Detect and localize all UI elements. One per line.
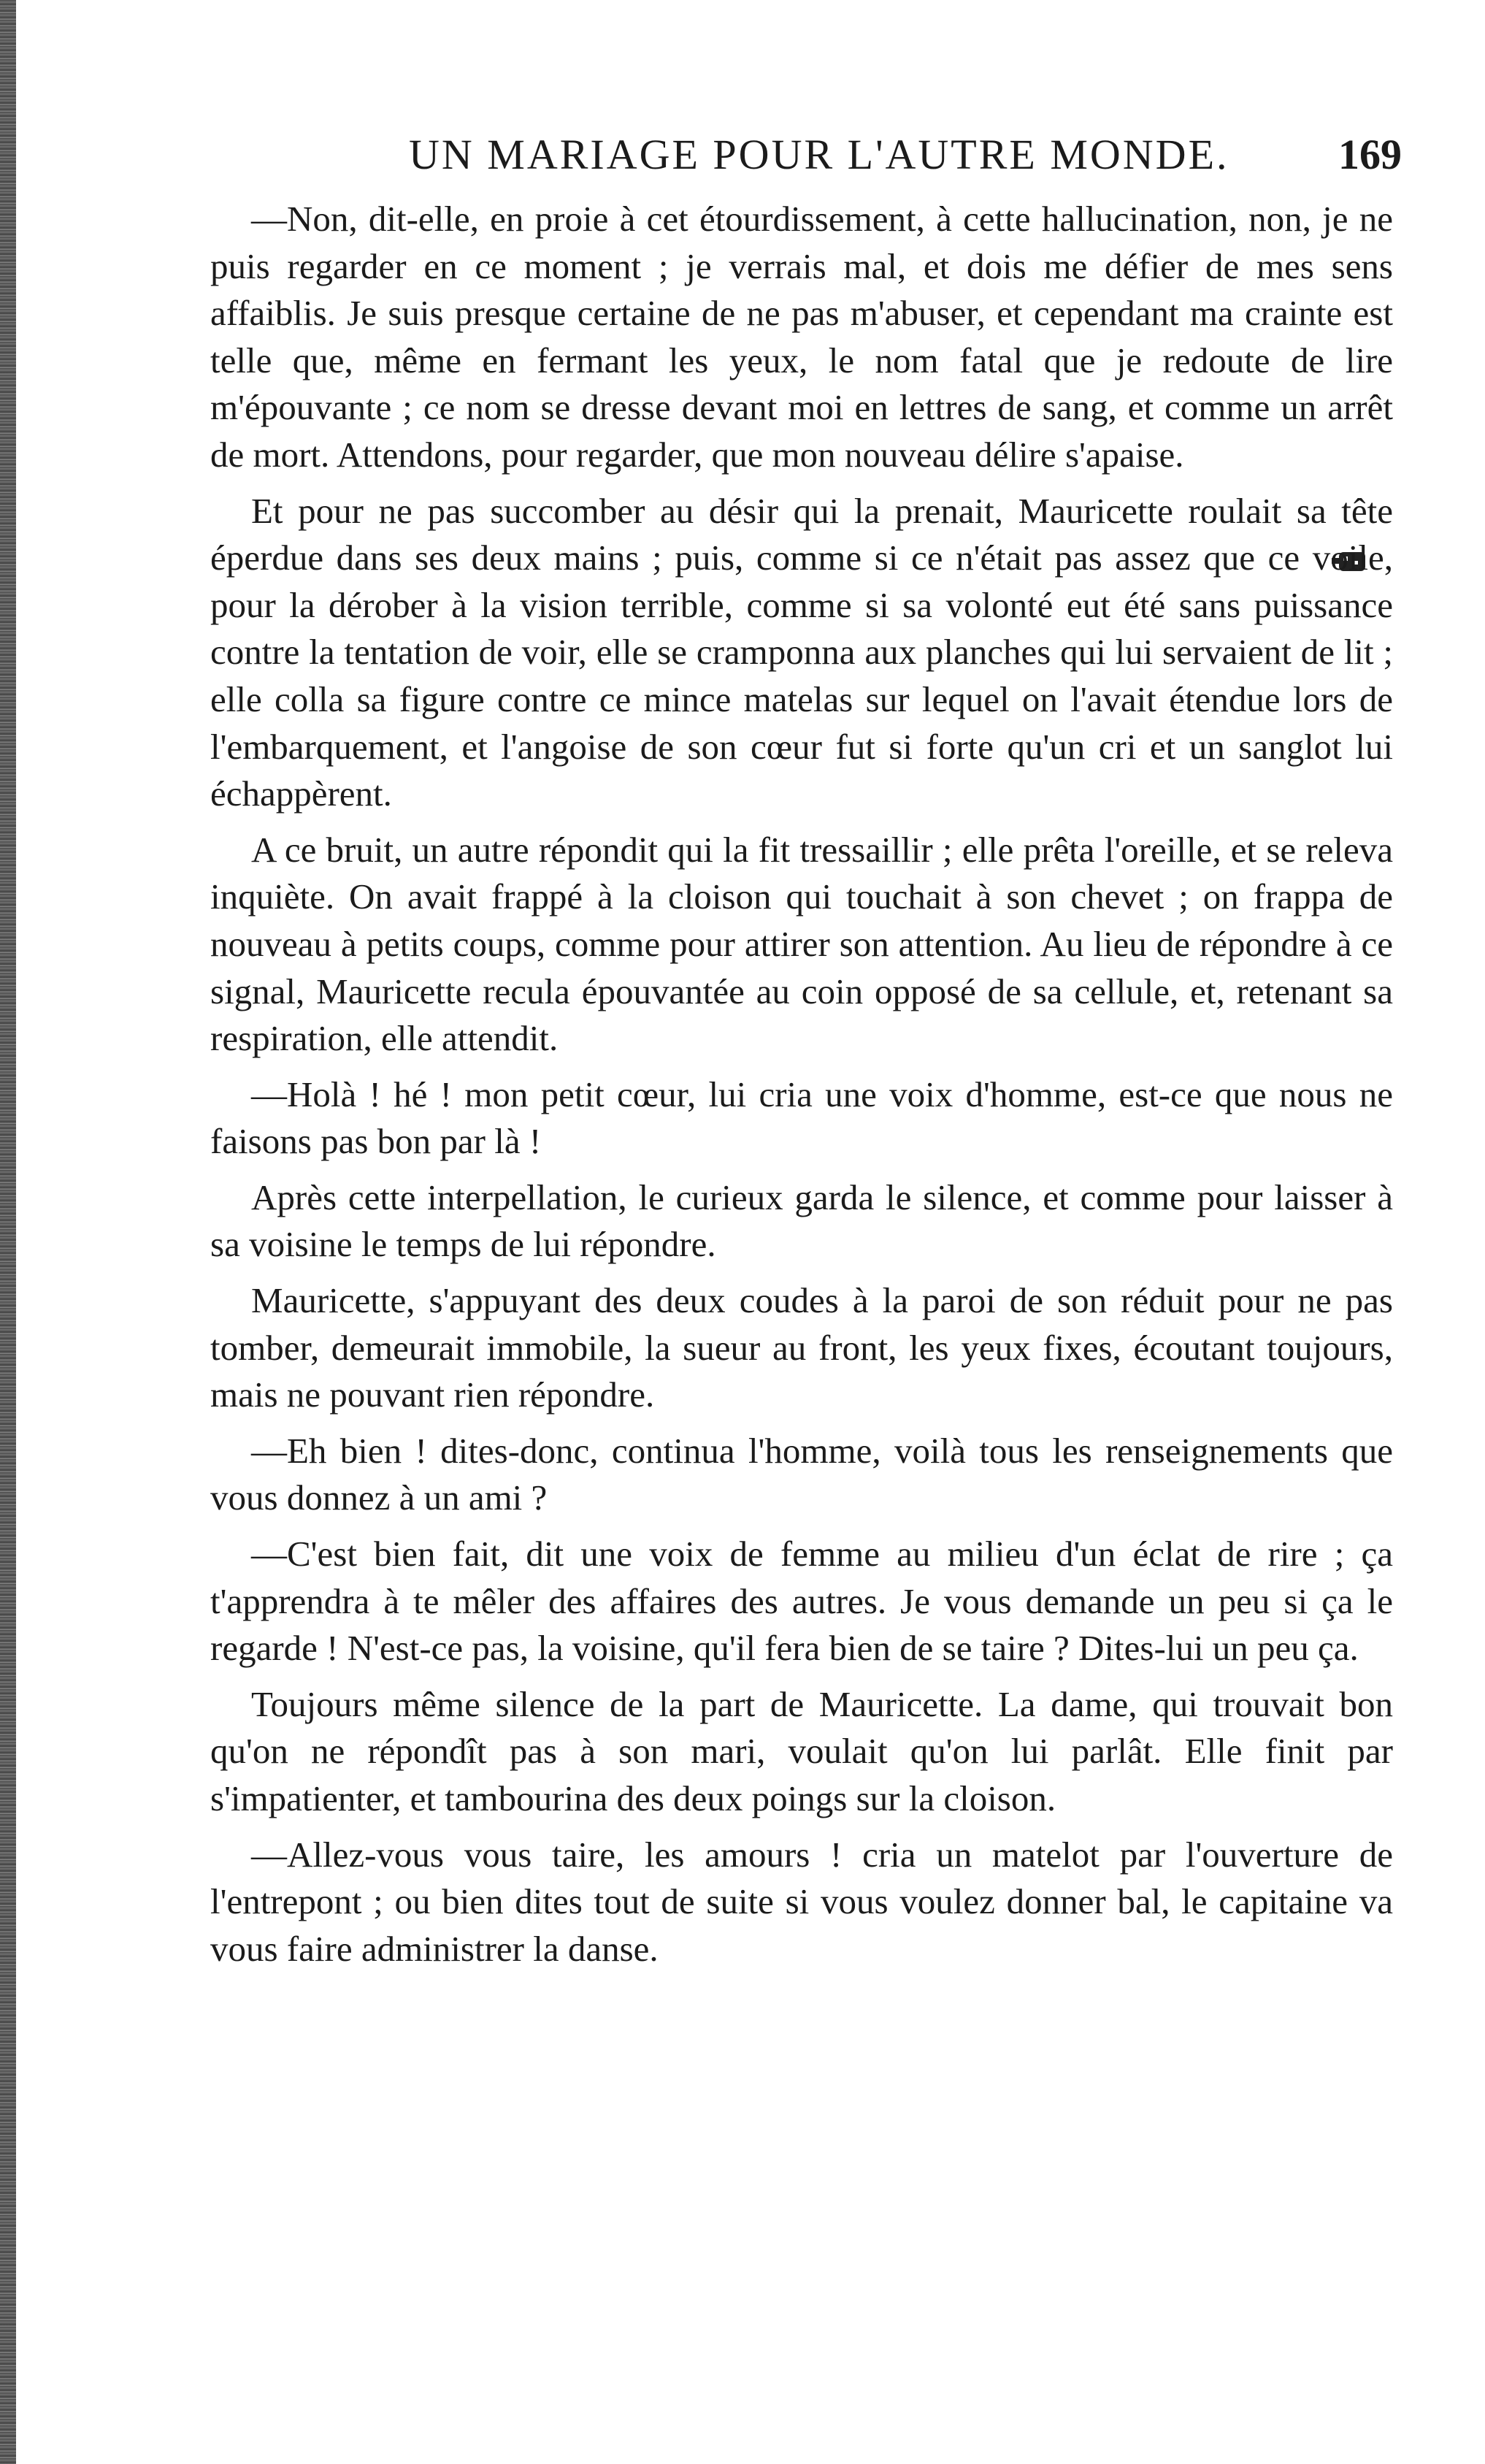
paragraph-4: —Holà ! hé ! mon petit cœur, lui cria une voix d'homme, est-ce que nous ne faisons pas bon par là !	[210, 1074, 1393, 1162]
paragraph-6: Mauricette, s'appuyant des deux coudes à la paroi de son réduit pour ne pas tomber, demeurait immobile, la sueur au front, les yeux fixes, écoutant toujours, mais ne pouvant rien répondre.	[210, 1280, 1393, 1415]
running-title: UN MARIAGE POUR L'AUTRE MONDE.	[409, 131, 1229, 178]
paragraph-10: —Allez-vous vous taire, les amours ! cria un matelot par l'ouverture de l'entrepont ; ou bien dites tout de suite si vous voulez donner bal, le capitaine va vous faire administrer la danse.	[210, 1834, 1393, 1969]
paragraph-3: A ce bruit, un autre répondit qui la fit tressaillir ; elle prêta l'oreille, et se releva inquiète. On avait frappé à la cloison qui touchait à son chevet ; on frappa de nouveau à petits coups, comme pour attirer son attention. Au lieu de répondre à ce signal, Mauricette recula épouvantée au coin opposé de sa cellule, et, retenant sa respiration, elle attendit.	[210, 829, 1393, 1059]
page-header	[409, 130, 1402, 181]
paragraph-5: Après cette interpellation, le curieux garda le silence, et comme pour laisser à sa voisine le temps de lui répondre.	[210, 1176, 1393, 1265]
paragraph-9: Toujours même silence de la part de Mauricette. La dame, qui trouvait bon qu'on ne répondît pas à son mari, voulait qu'on lui parlât. Elle finit par s'impatienter, et tambourina des deux poings sur la cloison.	[210, 1683, 1393, 1818]
binding-edge	[0, 0, 16, 2464]
paragraph-1: —Non, dit-elle, en proie à cet étourdissement, à cette hallucination, non, je ne puis regarder en ce moment ; je verrais mal, et dois me défier de mes sens affaiblis. Je suis presque certaine de ne pas m'abuser, et cependant ma crainte est telle que, même en fermant les yeux, le nom fatal que je redoute de lire m'épouvante ; ce nom se dresse devant moi en lettres de sang, et comme un arrêt de mort. Attendons, pour regarder, que mon nouveau délire s'apaise.	[210, 199, 1393, 475]
page-number: 169	[1338, 131, 1402, 178]
body-text	[210, 196, 1393, 1981]
paragraph-8: —C'est bien fait, dit une voix de femme au milieu d'un éclat de rire ; ça t'apprendra à te mêler des affaires des autres. Je vous demande un peu si ça le regarde ! N'est-ce pas, la voisine, qu'il fera bien de se taire ? Dites-lui un peu ça.	[210, 1534, 1393, 1669]
paragraph-2: Et pour ne pas succomber au désir qui la prenait, Mauricette roulait sa tête éperdue dans ses deux mains ; puis, comme si ce n'était pas assez que ce voile, pour la dérober à la vision terrible, comme si sa volonté eut été sans puissance contre la tentation de voir, elle se cramponna aux planches qui lui servaient de lit ; elle colla sa figure contre ce mince matelas sur lequel on l'avait étendue lors de l'embarquement, et l'angoise de son cœur fut si forte qu'un cri et un sanglot lui échappèrent.	[210, 490, 1393, 814]
paragraph-7: —Eh bien ! dites-donc, continua l'homme, voilà tous les renseignements que vous donnez à un ami ?	[210, 1430, 1393, 1518]
